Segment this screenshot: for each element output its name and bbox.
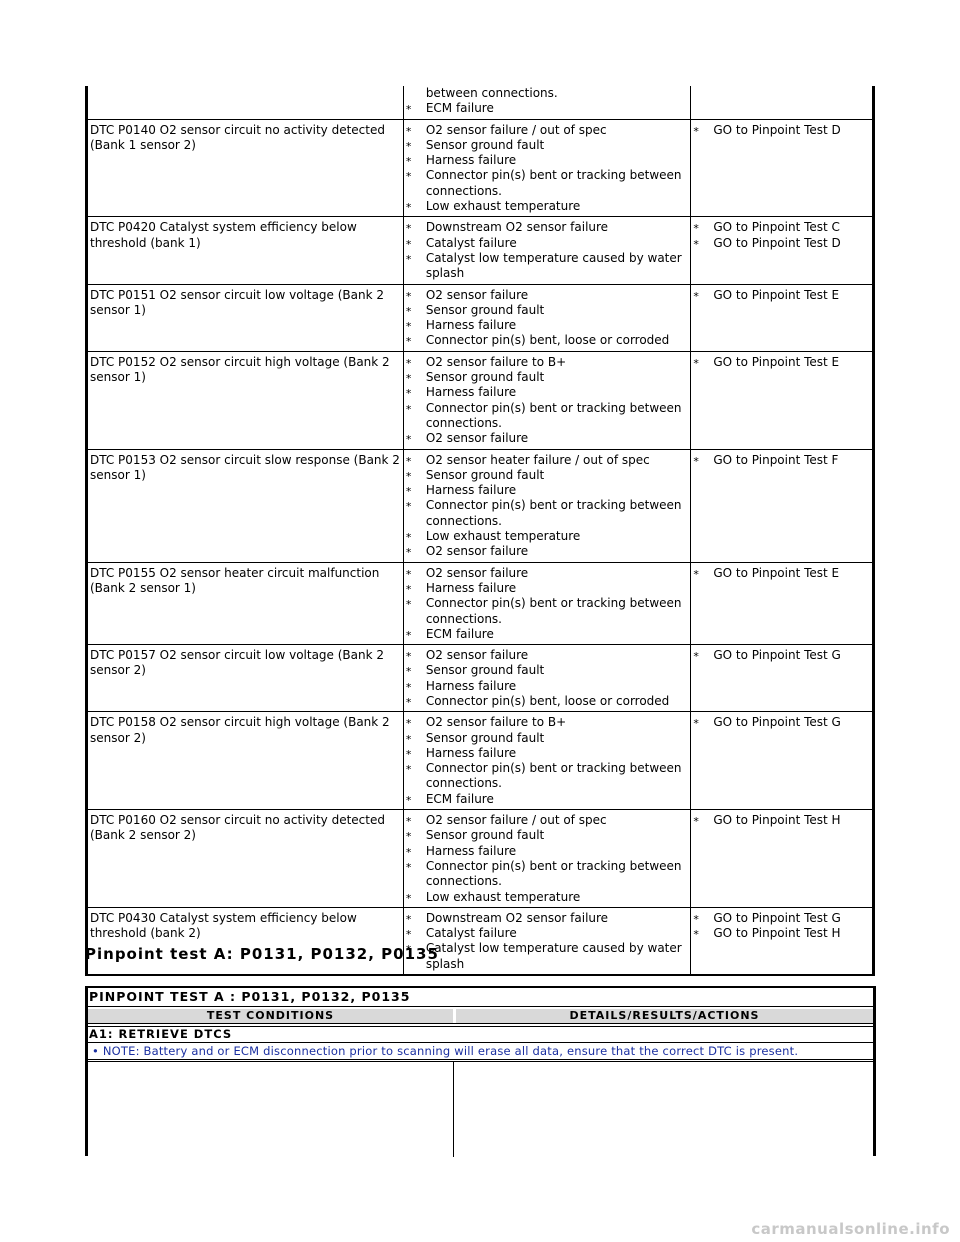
causes-cell bbox=[403, 907, 691, 975]
actions-cell bbox=[691, 449, 874, 562]
actions-list bbox=[693, 648, 870, 663]
cause-item: * ECM failure bbox=[406, 627, 689, 642]
cause-item: * Sensor ground fault bbox=[406, 828, 689, 843]
actions-list bbox=[693, 911, 870, 942]
action-link[interactable]: * GO to Pinpoint Test H bbox=[693, 926, 870, 941]
causes-list bbox=[406, 355, 689, 447]
dtc-table bbox=[85, 86, 875, 976]
actions-cell bbox=[691, 86, 874, 119]
cause-item: * Low exhaust temperature bbox=[406, 529, 689, 544]
cause-item: * O2 sensor heater failure / out of spec bbox=[406, 453, 689, 468]
dtc-description: DTC P0153 O2 sensor circuit slow response (Bank 2 sensor 1) bbox=[87, 449, 404, 562]
causes-cell bbox=[403, 351, 691, 449]
causes-list bbox=[406, 911, 689, 972]
actions-list bbox=[693, 566, 870, 581]
actions-cell bbox=[691, 562, 874, 644]
causes-list bbox=[406, 86, 689, 117]
action-link[interactable]: * GO to Pinpoint Test F bbox=[693, 453, 870, 468]
cause-item: * Harness failure bbox=[406, 385, 689, 400]
dtc-description: DTC P0157 O2 sensor circuit low voltage (Bank 2 sensor 2) bbox=[87, 645, 404, 712]
table-row bbox=[87, 217, 874, 284]
section-heading: Pinpoint test A: P0131, P0132, P0135 bbox=[85, 945, 439, 963]
cause-item: * Harness failure bbox=[406, 318, 689, 333]
cause-item: * Catalyst low temperature caused by water splash bbox=[406, 251, 689, 282]
cause-item: * Connector pin(s) bent or tracking between connections. bbox=[406, 859, 689, 890]
actions-cell bbox=[691, 119, 874, 217]
cause-item: * Connector pin(s) bent, loose or corroded bbox=[406, 694, 689, 709]
causes-list bbox=[406, 566, 689, 642]
cause-item: * Harness failure bbox=[406, 581, 689, 596]
pinpoint-test-table bbox=[85, 986, 876, 1156]
dtc-description: DTC P0430 Catalyst system efficiency below threshold (bank 2) bbox=[87, 907, 404, 975]
table-row bbox=[87, 562, 874, 644]
cause-item: * Downstream O2 sensor failure bbox=[406, 220, 689, 235]
pinpoint-test-title: PINPOINT TEST A : P0131, P0132, P0135 bbox=[88, 986, 873, 1007]
cause-item: * O2 sensor failure bbox=[406, 431, 689, 446]
cause-item: * Connector pin(s) bent or tracking between connections. bbox=[406, 168, 689, 199]
cause-item: * Low exhaust temperature bbox=[406, 890, 689, 905]
table-row bbox=[87, 449, 874, 562]
dtc-description: DTC P0420 Catalyst system efficiency below threshold (bank 1) bbox=[87, 217, 404, 284]
actions-cell bbox=[691, 712, 874, 810]
action-link[interactable]: * GO to Pinpoint Test H bbox=[693, 813, 870, 828]
dtc-description: DTC P0160 O2 sensor circuit no activity detected (Bank 2 sensor 2) bbox=[87, 810, 404, 908]
cause-item: * Catalyst failure bbox=[406, 236, 689, 251]
cause-item: * ECM failure bbox=[406, 792, 689, 807]
pinpoint-note: • NOTE: Battery and or ECM disconnection prior to scanning will erase all data, ensure that the correct DTC is present. bbox=[88, 1044, 873, 1060]
cause-item: * O2 sensor failure bbox=[406, 544, 689, 559]
table-row bbox=[87, 712, 874, 810]
dtc-description: DTC P0151 O2 sensor circuit low voltage (Bank 2 sensor 1) bbox=[87, 284, 404, 351]
actions-cell bbox=[691, 217, 874, 284]
action-link[interactable]: * GO to Pinpoint Test E bbox=[693, 566, 870, 581]
column-header-test-conditions: TEST CONDITIONS bbox=[88, 1009, 453, 1023]
cause-item: * Connector pin(s) bent, loose or corroded bbox=[406, 333, 689, 348]
causes-list bbox=[406, 648, 689, 709]
action-link[interactable]: * GO to Pinpoint Test G bbox=[693, 715, 870, 730]
cause-item: * O2 sensor failure / out of spec bbox=[406, 123, 689, 138]
cause-item: * Harness failure bbox=[406, 844, 689, 859]
actions-list bbox=[693, 288, 870, 303]
causes-cell bbox=[403, 562, 691, 644]
cause-item: * Harness failure bbox=[406, 679, 689, 694]
causes-cell bbox=[403, 810, 691, 908]
table-row-continuation bbox=[87, 86, 874, 119]
dtc-description: DTC P0152 O2 sensor circuit high voltage (Bank 2 sensor 1) bbox=[87, 351, 404, 449]
cause-item: * Catalyst failure bbox=[406, 926, 689, 941]
cause-item: * Connector pin(s) bent or tracking between connections. bbox=[406, 498, 689, 529]
dtc-description: DTC P0155 O2 sensor heater circuit malfunction (Bank 2 sensor 1) bbox=[87, 562, 404, 644]
cause-item: * Sensor ground fault bbox=[406, 731, 689, 746]
action-link[interactable]: * GO to Pinpoint Test D bbox=[693, 236, 870, 251]
action-link[interactable]: * GO to Pinpoint Test E bbox=[693, 288, 870, 303]
cause-item: * O2 sensor failure to B+ bbox=[406, 355, 689, 370]
cause-item: * Downstream O2 sensor failure bbox=[406, 911, 689, 926]
test-conditions-cell bbox=[88, 1062, 454, 1157]
actions-list bbox=[693, 453, 870, 468]
cause-item: * Harness failure bbox=[406, 153, 689, 168]
cause-item: * Sensor ground fault bbox=[406, 663, 689, 678]
dtc-description-cell bbox=[87, 86, 404, 119]
cause-item: * Connector pin(s) bent or tracking between connections. bbox=[406, 596, 689, 627]
actions-list bbox=[693, 220, 870, 251]
cause-item: between connections. bbox=[425, 86, 558, 100]
pinpoint-body bbox=[88, 1061, 873, 1157]
cause-item: * Sensor ground fault bbox=[406, 370, 689, 385]
pinpoint-step-title: A1: RETRIEVE DTCS bbox=[88, 1026, 873, 1043]
table-row bbox=[87, 645, 874, 712]
cause-item: * Sensor ground fault bbox=[406, 303, 689, 318]
causes-list bbox=[406, 715, 689, 807]
actions-cell bbox=[691, 907, 874, 975]
causes-list bbox=[406, 813, 689, 905]
table-row bbox=[87, 351, 874, 449]
actions-cell bbox=[691, 645, 874, 712]
cause-item: * O2 sensor failure bbox=[406, 648, 689, 663]
action-link[interactable]: * GO to Pinpoint Test E bbox=[693, 355, 870, 370]
causes-list bbox=[406, 453, 689, 560]
causes-list bbox=[406, 123, 689, 215]
cause-item: * Harness failure bbox=[406, 746, 689, 761]
causes-cell bbox=[403, 217, 691, 284]
cause-item: * ECM failure bbox=[406, 101, 689, 116]
causes-cell bbox=[403, 712, 691, 810]
table-row bbox=[87, 284, 874, 351]
dtc-description: DTC P0158 O2 sensor circuit high voltage (Bank 2 sensor 2) bbox=[87, 712, 404, 810]
causes-cell bbox=[403, 645, 691, 712]
cause-item: * Sensor ground fault bbox=[406, 468, 689, 483]
causes-cell bbox=[403, 449, 691, 562]
action-link[interactable]: * GO to Pinpoint Test C bbox=[693, 220, 870, 235]
causes-cell bbox=[403, 284, 691, 351]
causes-cell bbox=[403, 86, 691, 119]
watermark: carmanualsonline.info bbox=[751, 1220, 950, 1238]
cause-item: * O2 sensor failure bbox=[406, 566, 689, 581]
pinpoint-column-headers bbox=[88, 1009, 873, 1024]
column-header-details: DETAILS/RESULTS/ACTIONS bbox=[456, 1009, 873, 1023]
cause-item: * Low exhaust temperature bbox=[406, 199, 689, 214]
actions-list bbox=[693, 355, 870, 370]
actions-cell bbox=[691, 284, 874, 351]
action-link[interactable]: * GO to Pinpoint Test G bbox=[693, 911, 870, 926]
dtc-description: DTC P0140 O2 sensor circuit no activity detected (Bank 1 sensor 2) bbox=[87, 119, 404, 217]
action-link[interactable]: * GO to Pinpoint Test G bbox=[693, 648, 870, 663]
causes-list bbox=[406, 288, 689, 349]
cause-item: * O2 sensor failure bbox=[406, 288, 689, 303]
cause-item: * Connector pin(s) bent or tracking between connections. bbox=[406, 761, 689, 792]
table-row bbox=[87, 810, 874, 908]
cause-item: * Catalyst low temperature caused by water splash bbox=[406, 941, 689, 972]
actions-cell bbox=[691, 351, 874, 449]
table-row bbox=[87, 119, 874, 217]
cause-item: * O2 sensor failure to B+ bbox=[406, 715, 689, 730]
causes-list bbox=[406, 220, 689, 281]
cause-item: * O2 sensor failure / out of spec bbox=[406, 813, 689, 828]
action-link[interactable]: * GO to Pinpoint Test D bbox=[693, 123, 870, 138]
actions-list bbox=[693, 123, 870, 138]
actions-list bbox=[693, 813, 870, 828]
cause-item: * Harness failure bbox=[406, 483, 689, 498]
actions-cell bbox=[691, 810, 874, 908]
causes-cell bbox=[403, 119, 691, 217]
table-row bbox=[87, 907, 874, 975]
cause-item: * Connector pin(s) bent or tracking between connections. bbox=[406, 401, 689, 432]
dtc-table-body bbox=[87, 86, 874, 975]
details-cell bbox=[454, 1062, 873, 1157]
actions-list bbox=[693, 715, 870, 730]
cause-item: * Sensor ground fault bbox=[406, 138, 689, 153]
